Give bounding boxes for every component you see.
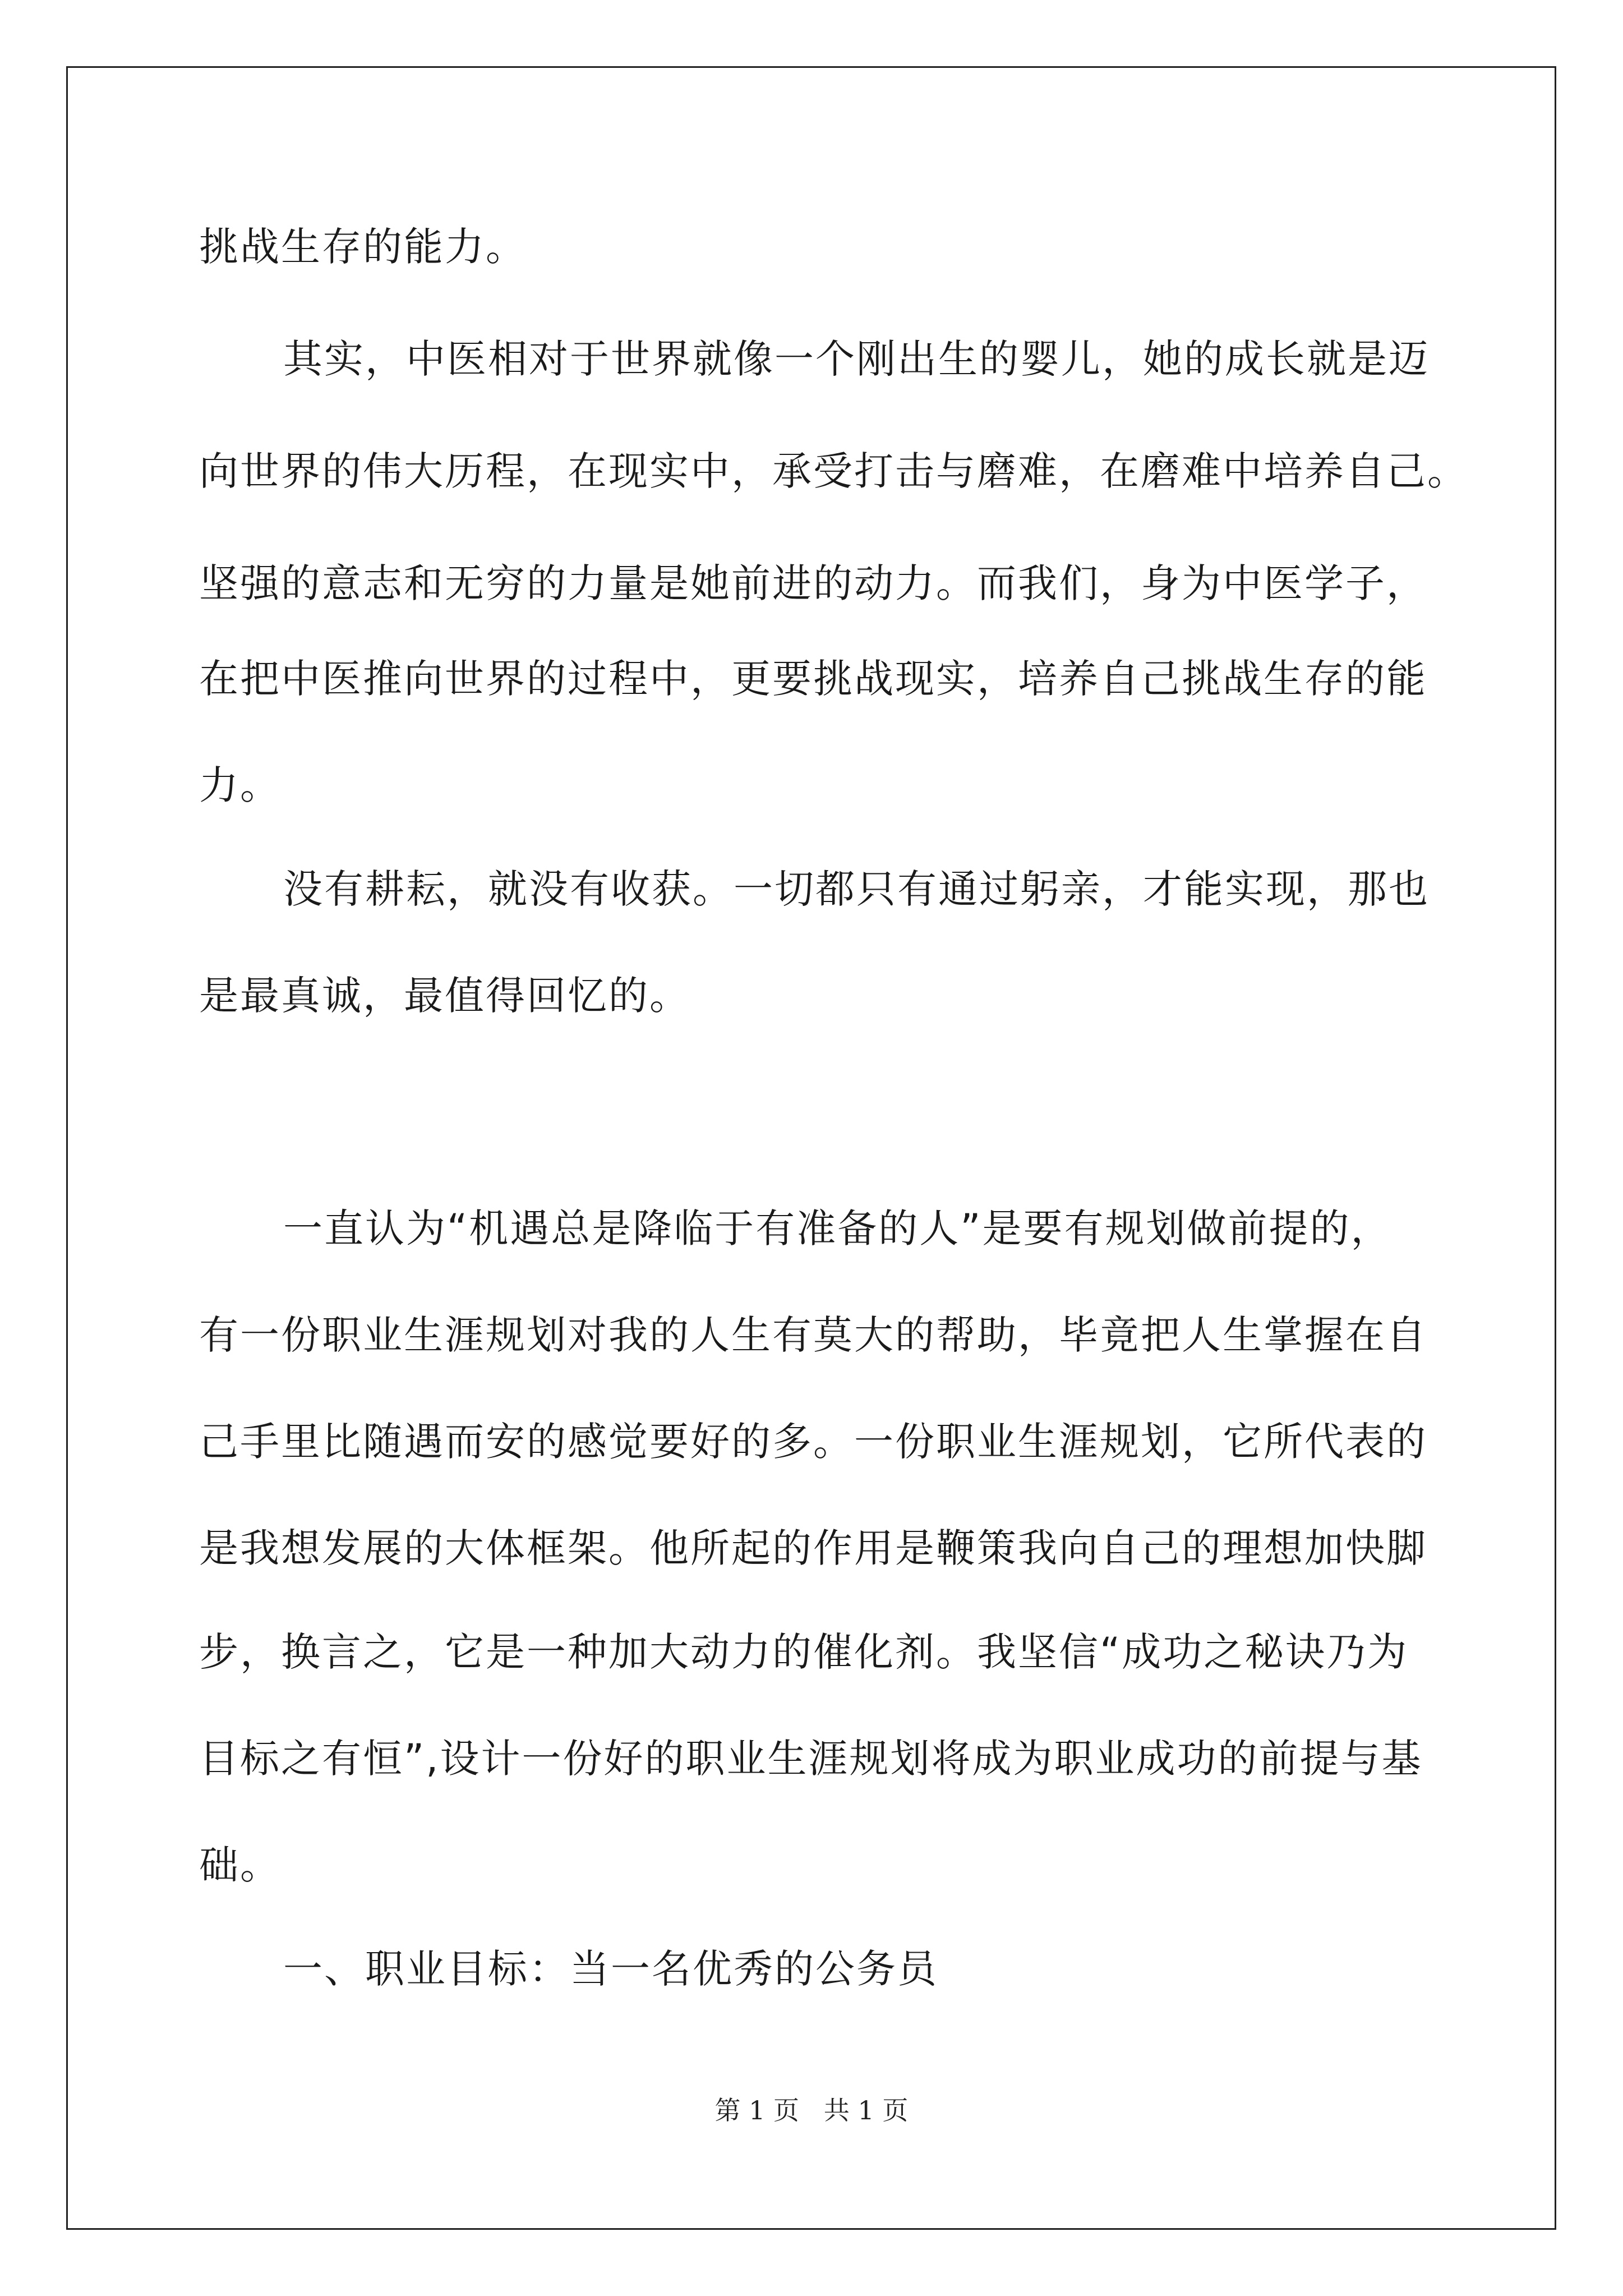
text-line-8: 是最真诚，最值得回忆的。 <box>199 973 690 1019</box>
text-line-7: 没有耕耘，就没有收获。一切都只有通过躬亲，才能实现，那也 <box>283 866 1430 912</box>
page-border <box>66 66 1556 2230</box>
text-line-13: 步，换言之，它是一种加大动力的催化剂。我坚信“成功之秘诀乃为 <box>199 1629 1409 1675</box>
text-line-9: 一直认为“机遇总是降临于有准备的人”是要有规划做前提的， <box>283 1205 1392 1251</box>
text-line-6: 力。 <box>199 762 281 808</box>
text-line-16: 一、职业目标：当一名优秀的公务员 <box>283 1946 938 1992</box>
text-line-3: 向世界的伟大历程，在现实中，承受打击与磨难，在磨难中培养自己。 <box>199 448 1468 494</box>
text-line-15: 础。 <box>199 1842 281 1888</box>
text-line-14: 目标之有恒”,设计一份好的职业生涯规划将成为职业成功的前提与基 <box>199 1736 1423 1782</box>
page-footer: 第 1 页 共 1 页 <box>714 2095 909 2125</box>
text-line-11: 己手里比随遇而安的感觉要好的多。一份职业生涯规划，它所代表的 <box>199 1419 1427 1465</box>
text-line-12: 是我想发展的大体框架。他所起的作用是鞭策我向自己的理想加快脚 <box>199 1525 1427 1571</box>
text-line-1: 挑战生存的能力。 <box>199 224 527 270</box>
text-line-2: 其实，中医相对于世界就像一个刚出生的婴儿，她的成长就是迈 <box>283 336 1430 382</box>
text-line-10: 有一份职业生涯规划对我的人生有莫大的帮助，毕竟把人生掌握在自 <box>199 1312 1427 1358</box>
text-line-4: 坚强的意志和无穷的力量是她前进的动力。而我们，身为中医学子， <box>199 560 1427 606</box>
text-line-5: 在把中医推向世界的过程中，更要挑战现实，培养自己挑战生存的能 <box>199 656 1427 702</box>
